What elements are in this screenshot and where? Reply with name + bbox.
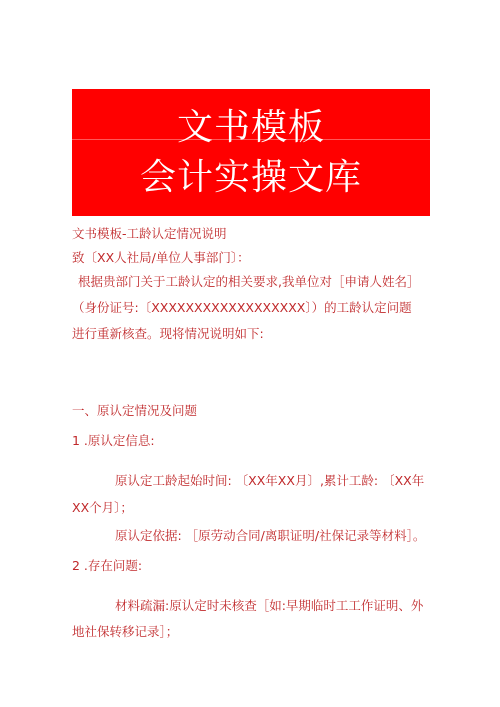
document-heading: 文书模板-工龄认定情况说明 — [72, 226, 227, 241]
header-banner — [72, 89, 430, 216]
intro-line-1: 根据贵部门关于工龄认定的相关要求,我单位对［申请人姓名］ — [78, 274, 420, 289]
item-heading-1: 1 .原认定信息: — [72, 433, 155, 448]
start-time-line-2: XX个月〕； — [72, 500, 133, 515]
banner-title: 文书模板 — [176, 106, 325, 148]
banner-divider — [72, 139, 430, 140]
problem-line-2: 地社保转移记录］； — [72, 624, 179, 639]
item-heading-2: 2 .存在问题: — [72, 558, 143, 573]
start-time-line-1: 原认定工龄起始时间: 〔XX年XX月〕,累计工龄: 〔XX年 — [115, 473, 425, 488]
addressee-line: 致〔XX人社局/单位人事部门〕： — [72, 250, 250, 265]
section-heading-1: 一、原认定情况及问题 — [72, 403, 198, 418]
intro-line-3: 进行重新核查。现将情况说明如下: — [72, 326, 264, 341]
problem-line-1: 材料疏漏:原认定时未核查［如:早期临时工工作证明、外 — [115, 598, 424, 613]
intro-line-2: （身份证号:〔XXXXXXXXXXXXXXXXXX〕）的工龄认定问题 — [72, 300, 412, 315]
banner-subtitle: 会计实操文库 — [139, 156, 362, 198]
basis-line: 原认定依据: ［原劳动合同/离职证明/社保记录等材料］。 — [115, 528, 426, 543]
